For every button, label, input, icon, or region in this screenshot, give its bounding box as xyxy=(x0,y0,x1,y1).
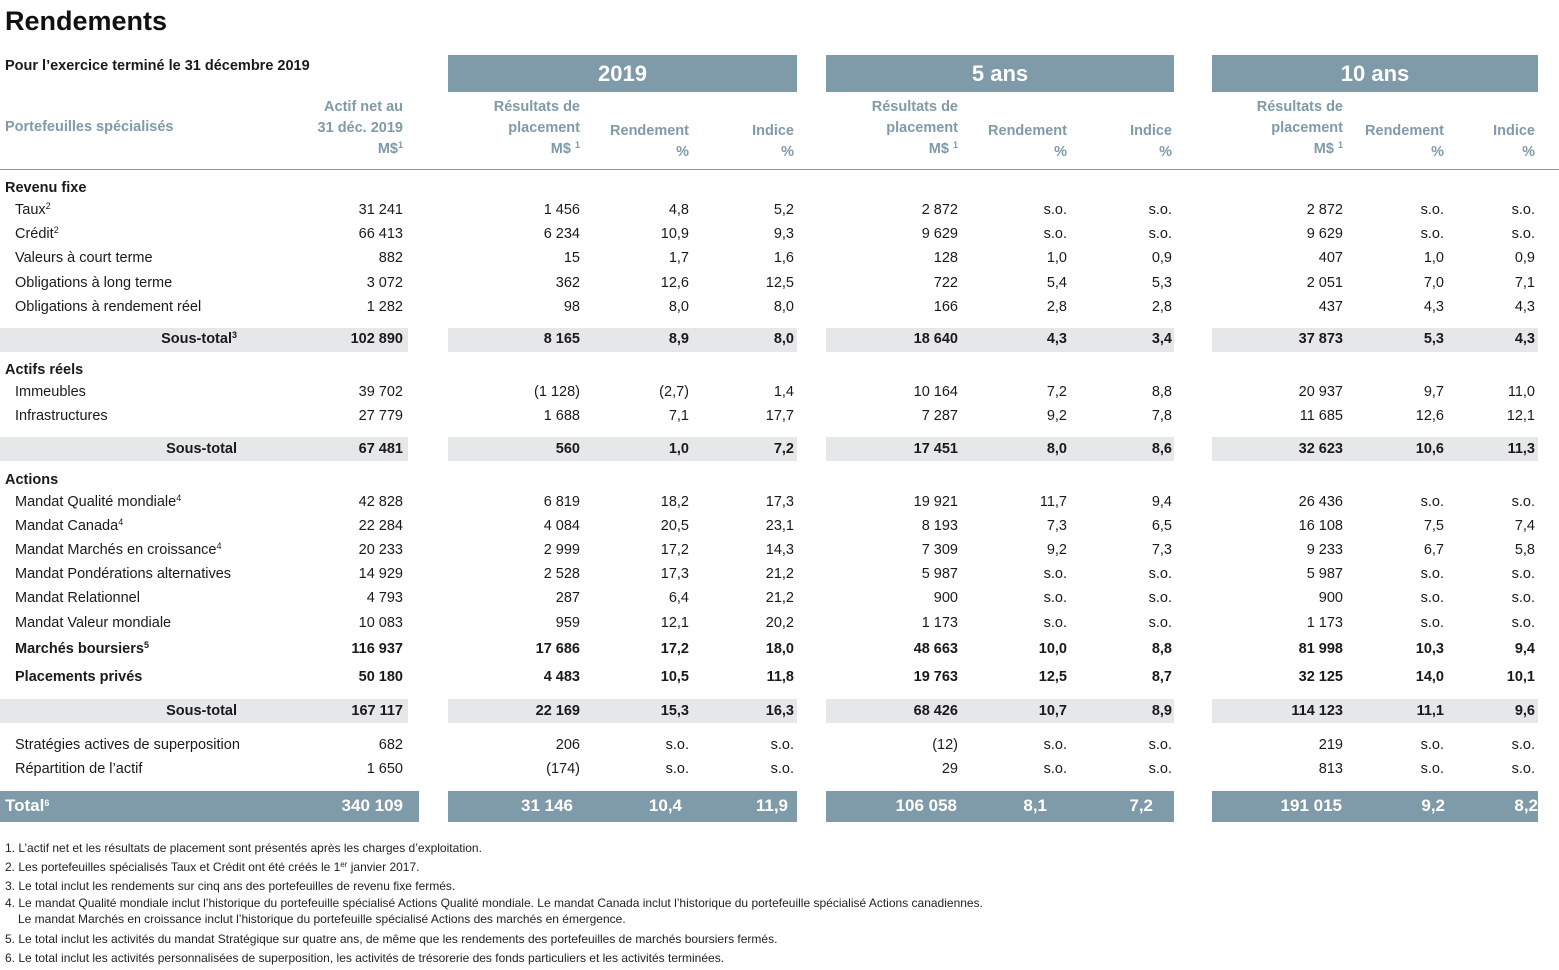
cell-value: 10 083 xyxy=(358,615,403,631)
cell-value: 4,3 xyxy=(1046,331,1067,347)
cell-value: 2 872 xyxy=(921,202,958,218)
row-label: Infrastructures xyxy=(15,408,108,424)
cell-value: 7 309 xyxy=(921,542,958,558)
cell-value: 407 xyxy=(1318,250,1343,266)
cell-value: 6,4 xyxy=(668,590,689,606)
cell-value: 7,4 xyxy=(1514,518,1535,534)
cell-value: 682 xyxy=(378,737,403,753)
cell-value: (2,7) xyxy=(659,384,689,400)
header-return-10y: Rendement % xyxy=(1365,123,1444,160)
table-row xyxy=(0,737,1559,759)
cell-value: 1 282 xyxy=(366,299,403,315)
row-label xyxy=(15,202,51,218)
cell-value: s.o. xyxy=(1148,566,1172,582)
cell-value: 8,0 xyxy=(773,299,794,315)
cell-value: 5,8 xyxy=(1514,542,1535,558)
cell-value: 11 685 xyxy=(1299,408,1343,424)
cell-value: 8,0 xyxy=(773,331,794,347)
cell-value: s.o. xyxy=(1420,202,1444,218)
cell-value: s.o. xyxy=(665,761,689,777)
cell-value: 17 686 xyxy=(535,641,580,657)
row-label-text: Mandat Qualité mondiale xyxy=(15,494,177,510)
row-label xyxy=(15,641,149,657)
cell-value: 206 xyxy=(555,737,580,753)
row-label: Répartition de l’actif xyxy=(15,761,143,777)
cell-value: 5 987 xyxy=(1306,566,1343,582)
cell-value: 14,3 xyxy=(765,542,794,558)
cell-value: 8,8 xyxy=(1151,641,1172,657)
cell-value: 8,8 xyxy=(1151,384,1172,400)
cell-value: 9,2 xyxy=(1421,796,1445,815)
cell-value: 18,2 xyxy=(660,494,689,510)
cell-value: 31 241 xyxy=(358,202,403,218)
footnote: 6. Le total inclut les activités personnalisées de superposition, les activités de trésorerie des fonds particuliers et les activités terminées. xyxy=(5,951,725,965)
header-return-2019: Rendement % xyxy=(610,123,689,160)
footnote: 2. Les portefeuilles spécialisés Taux et Crédit ont été créés le 1er janvier 2017. xyxy=(5,860,420,874)
footnote-ref: 4 xyxy=(176,493,182,503)
cell-value: s.o. xyxy=(1043,566,1067,582)
cell-value: s.o. xyxy=(1043,202,1067,218)
table-row xyxy=(0,202,1559,224)
cell-value: 0,9 xyxy=(1514,250,1535,266)
cell-value: 16 108 xyxy=(1298,518,1343,534)
cell-value: s.o. xyxy=(770,761,794,777)
cell-value: 11,9 xyxy=(755,796,788,815)
cell-value: 1 173 xyxy=(921,615,958,631)
cell-value: 20,2 xyxy=(765,615,794,631)
row-label: Placements privés xyxy=(15,669,143,685)
cell-value: 8,2 xyxy=(1514,796,1538,815)
row-label xyxy=(15,542,222,558)
cell-value: 10,0 xyxy=(1038,641,1067,657)
footnote-ref: 2 xyxy=(45,201,51,211)
table-row xyxy=(0,299,1559,321)
total-row xyxy=(0,796,1559,826)
cell-value: 10,5 xyxy=(660,669,689,685)
cell-value: 22 284 xyxy=(358,518,403,534)
header-index-2019: Indice % xyxy=(752,123,794,160)
cell-value: 8 193 xyxy=(921,518,958,534)
row-label-text: Taux xyxy=(15,202,46,218)
table-row xyxy=(0,275,1559,297)
table-row xyxy=(0,641,1559,663)
cell-value: 4 793 xyxy=(366,590,403,606)
period-band-5-years: 5 ans xyxy=(826,55,1174,92)
cell-value: 2 051 xyxy=(1306,275,1343,291)
table-row xyxy=(0,566,1559,588)
cell-value: 29 xyxy=(941,761,958,777)
cell-value: 9 233 xyxy=(1306,542,1343,558)
table-row xyxy=(0,590,1559,612)
table-row xyxy=(0,615,1559,637)
table-row xyxy=(0,669,1559,691)
cell-value: s.o. xyxy=(1511,226,1535,242)
cell-value: 17,2 xyxy=(660,641,689,657)
cell-value: s.o. xyxy=(1420,590,1444,606)
cell-value: 5,4 xyxy=(1046,275,1067,291)
cell-value: 2 872 xyxy=(1306,202,1343,218)
cell-value: 12,5 xyxy=(1038,669,1067,685)
section-real-assets: Actifs réels xyxy=(5,362,84,378)
cell-value: 18 640 xyxy=(913,331,958,347)
footnote-ref: 3 xyxy=(231,330,237,340)
cell-value: s.o. xyxy=(1511,494,1535,510)
cell-value: 37 873 xyxy=(1298,331,1343,347)
footnote: 1. L’actif net et les résultats de placement sont présentés après les charges d’exploitation. xyxy=(5,841,482,855)
cell-value: 10,4 xyxy=(648,796,682,815)
table-row xyxy=(0,542,1559,564)
cell-value: s.o. xyxy=(1148,737,1172,753)
footnote: 4. Le mandat Qualité mondiale inclut l’historique du portefeuille spécialisé Actions Qualité mondiale. Le mandat Canada inclut l’historique du portefeuille spécialisé Actions canadiennes. xyxy=(5,896,983,910)
cell-value: 7,2 xyxy=(773,441,794,457)
row-label: Valeurs à court terme xyxy=(15,250,153,266)
cell-value: 1,0 xyxy=(1423,250,1444,266)
cell-value: 1 456 xyxy=(543,202,580,218)
header-rule xyxy=(0,169,1559,170)
cell-value: 12,5 xyxy=(765,275,794,291)
header-results-10y: Résultats de placement M$ $^1$ xyxy=(1256,99,1343,157)
period-band-2019: 2019 xyxy=(448,55,797,92)
row-label: Obligations à long terme xyxy=(15,275,173,291)
cell-value: 2 999 xyxy=(543,542,580,558)
cell-value: 7,5 xyxy=(1423,518,1444,534)
row-label: Immeubles xyxy=(15,384,86,400)
cell-value: 22 169 xyxy=(535,703,580,719)
cell-value: 219 xyxy=(1318,737,1343,753)
cell-value: 3 072 xyxy=(366,275,403,291)
cell-value: 9,2 xyxy=(1046,408,1067,424)
cell-value: 12,1 xyxy=(1506,408,1535,424)
cell-value: 191 015 xyxy=(1280,796,1342,815)
cell-value: 11,3 xyxy=(1507,441,1535,457)
cell-value: 10,6 xyxy=(1415,441,1444,457)
row-label xyxy=(15,518,123,534)
table-row xyxy=(0,761,1559,783)
row-label-text: Mandat Marchés en croissance xyxy=(15,542,217,558)
cell-value: 39 702 xyxy=(358,384,403,400)
footnote-ref: 5 xyxy=(143,640,149,650)
cell-value: s.o. xyxy=(1148,202,1172,218)
cell-value: 14,0 xyxy=(1415,669,1444,685)
cell-value: 4,3 xyxy=(1423,299,1444,315)
cell-value: 102 890 xyxy=(350,331,403,347)
cell-value: 18,0 xyxy=(765,641,794,657)
cell-value: 17,3 xyxy=(765,494,794,510)
cell-value: 1,7 xyxy=(668,250,689,266)
row-label-text: Crédit xyxy=(15,226,54,242)
cell-value: s.o. xyxy=(1420,737,1444,753)
cell-value: 8 165 xyxy=(543,331,580,347)
cell-value: 26 436 xyxy=(1298,494,1343,510)
cell-value: 5,2 xyxy=(773,202,794,218)
cell-value: 1 173 xyxy=(1306,615,1343,631)
cell-value: 16,3 xyxy=(765,703,794,719)
cell-value: 5,3 xyxy=(1151,275,1172,291)
row-label: Stratégies actives de superposition xyxy=(15,737,240,753)
cell-value: 1,0 xyxy=(668,441,689,457)
cell-value: 8,9 xyxy=(1151,703,1172,719)
row-label: Mandat Relationnel xyxy=(15,590,140,606)
cell-value: s.o. xyxy=(1420,494,1444,510)
footnote: 5. Le total inclut les activités du mandat Stratégique sur quatre ans, de même que les rendements des portefeuilles de marchés boursiers fermés. xyxy=(5,932,778,946)
cell-value: 900 xyxy=(1318,590,1343,606)
cell-value: s.o. xyxy=(1420,566,1444,582)
footnote-ref: 6 xyxy=(44,798,50,808)
header-index-5y: Indice % xyxy=(1130,123,1172,160)
row-label xyxy=(15,226,59,242)
cell-value: s.o. xyxy=(1148,590,1172,606)
row-label: Sous-total xyxy=(166,441,237,457)
cell-value: s.o. xyxy=(1511,615,1535,631)
subtitle: Pour l’exercice terminé le 31 décembre 2019 xyxy=(5,58,310,74)
cell-value: 31 146 xyxy=(521,796,573,815)
cell-value: 2,8 xyxy=(1151,299,1172,315)
cell-value: 9 629 xyxy=(1306,226,1343,242)
cell-value: s.o. xyxy=(1043,615,1067,631)
cell-value: 11,7 xyxy=(1039,494,1067,510)
cell-value: 19 763 xyxy=(913,669,958,685)
cell-value: 722 xyxy=(933,275,958,291)
table-row xyxy=(0,408,1559,430)
cell-value: 6,7 xyxy=(1423,542,1444,558)
cell-value: 9,6 xyxy=(1514,703,1535,719)
cell-value: (1 128) xyxy=(534,384,580,400)
cell-value: 1 650 xyxy=(366,761,403,777)
cell-value: 340 109 xyxy=(341,796,403,815)
cell-value: s.o. xyxy=(665,737,689,753)
cell-value: 114 123 xyxy=(1291,703,1343,719)
table-row xyxy=(0,226,1559,248)
cell-value: 8,0 xyxy=(668,299,689,315)
section-equities: Actions xyxy=(5,472,59,488)
footnote-ref: 2 xyxy=(53,225,59,235)
cell-value: 17,3 xyxy=(660,566,689,582)
cell-value: 42 828 xyxy=(358,494,403,510)
table-row xyxy=(0,518,1559,540)
cell-value: 48 663 xyxy=(913,641,958,657)
cell-value: s.o. xyxy=(1511,761,1535,777)
header-portfolio: Portefeuilles spécialisés xyxy=(5,119,174,135)
cell-value: 7 287 xyxy=(921,408,958,424)
subtotal-row xyxy=(0,441,1559,463)
cell-value: s.o. xyxy=(1043,590,1067,606)
footnote: 3. Le total inclut les rendements sur cinq ans des portefeuilles de revenu fixe fermés. xyxy=(5,879,456,893)
cell-value: 50 180 xyxy=(358,669,403,685)
cell-value: 7,1 xyxy=(1514,275,1535,291)
cell-value: 166 xyxy=(933,299,958,315)
row-label xyxy=(5,796,49,816)
cell-value: 10,1 xyxy=(1506,669,1535,685)
cell-value: 3,4 xyxy=(1151,331,1172,347)
row-label-text: Marchés boursiers xyxy=(15,641,144,657)
cell-value: s.o. xyxy=(1043,226,1067,242)
cell-value: s.o. xyxy=(1511,590,1535,606)
cell-value: 10 164 xyxy=(913,384,958,400)
cell-value: 106 058 xyxy=(895,796,957,815)
cell-value: 32 125 xyxy=(1298,669,1343,685)
row-label: Mandat Pondérations alternatives xyxy=(15,566,232,582)
cell-value: 17 451 xyxy=(913,441,958,457)
cell-value: 8,6 xyxy=(1151,441,1172,457)
cell-value: 7,2 xyxy=(1129,796,1153,815)
cell-value: s.o. xyxy=(1148,761,1172,777)
table-row xyxy=(0,384,1559,406)
cell-value: 7,3 xyxy=(1046,518,1067,534)
cell-value: 900 xyxy=(933,590,958,606)
cell-value: 4,3 xyxy=(1514,331,1535,347)
cell-value: 9,7 xyxy=(1423,384,1444,400)
cell-value: 17,2 xyxy=(660,542,689,558)
cell-value: s.o. xyxy=(1043,761,1067,777)
cell-value: (174) xyxy=(546,761,580,777)
cell-value: s.o. xyxy=(1148,615,1172,631)
cell-value: 8,0 xyxy=(1046,441,1067,457)
cell-value: 1,0 xyxy=(1046,250,1067,266)
page-title: Rendements xyxy=(5,6,168,36)
cell-value: 959 xyxy=(555,615,580,631)
cell-value: 32 623 xyxy=(1298,441,1343,457)
cell-value: 15,3 xyxy=(660,703,689,719)
header-return-5y: Rendement % xyxy=(988,123,1067,160)
cell-value: 4 084 xyxy=(543,518,580,534)
section-fixed-income: Revenu fixe xyxy=(5,180,87,196)
row-label: Sous-total xyxy=(166,703,237,719)
cell-value: s.o. xyxy=(1420,615,1444,631)
cell-value: 5 987 xyxy=(921,566,958,582)
header-results-5y: Résultats de placement M$ $^1$ xyxy=(871,99,958,157)
row-label: Mandat Valeur mondiale xyxy=(15,615,172,631)
cell-value: 15 xyxy=(563,250,580,266)
cell-value: 9,2 xyxy=(1046,542,1067,558)
cell-value: 20,5 xyxy=(660,518,689,534)
cell-value: 19 921 xyxy=(913,494,958,510)
cell-value: s.o. xyxy=(1420,226,1444,242)
cell-value: s.o. xyxy=(1420,761,1444,777)
cell-value: 8,7 xyxy=(1151,669,1172,685)
cell-value: 12,6 xyxy=(660,275,689,291)
cell-value: 67 481 xyxy=(358,441,403,457)
cell-value: 17,7 xyxy=(765,408,794,424)
row-label xyxy=(0,331,237,347)
cell-value: 98 xyxy=(563,299,580,315)
header-net-assets: Actif net au 31 déc. 2019 M\$$^1$ xyxy=(317,99,403,157)
row-label xyxy=(15,494,181,510)
cell-value: 362 xyxy=(555,275,580,291)
cell-value: 2,8 xyxy=(1046,299,1067,315)
cell-value: 7,3 xyxy=(1151,542,1172,558)
cell-value: 66 413 xyxy=(358,226,403,242)
cell-value: 9,4 xyxy=(1151,494,1172,510)
footnote-ref: 4 xyxy=(118,517,124,527)
cell-value: 437 xyxy=(1318,299,1343,315)
cell-value: 167 117 xyxy=(351,703,403,719)
cell-value: 68 426 xyxy=(913,703,958,719)
row-label-text: Total xyxy=(5,796,45,815)
footnote-ref: 4 xyxy=(216,541,222,551)
cell-value: 1,6 xyxy=(773,250,794,266)
cell-value: 4,3 xyxy=(1514,299,1535,315)
cell-value: 7,0 xyxy=(1423,275,1444,291)
cell-value: 287 xyxy=(555,590,580,606)
cell-value: 27 779 xyxy=(358,408,403,424)
cell-value: 21,2 xyxy=(765,590,794,606)
period-band-10-years: 10 ans xyxy=(1212,55,1538,92)
cell-value: 12,6 xyxy=(1415,408,1444,424)
cell-value: 7,1 xyxy=(668,408,689,424)
cell-value: 9,4 xyxy=(1514,641,1535,657)
cell-value: 882 xyxy=(378,250,403,266)
cell-value: 1,4 xyxy=(773,384,794,400)
cell-value: s.o. xyxy=(1043,737,1067,753)
cell-value: 9 629 xyxy=(921,226,958,242)
header-results-2019: Résultats de placement M$ $^1$ xyxy=(493,99,580,157)
cell-value: 5,3 xyxy=(1423,331,1444,347)
row-label-text: Mandat Canada xyxy=(15,518,119,534)
cell-value: 6 234 xyxy=(543,226,580,242)
row-label-text: Sous-total xyxy=(161,331,232,347)
footnote: Le mandat Marchés en croissance inclut l’historique du portefeuille spécialisé Actions des marchés en émergence. xyxy=(18,912,626,926)
cell-value: 11,0 xyxy=(1507,384,1535,400)
subtotal-row xyxy=(0,703,1559,725)
cell-value: 23,1 xyxy=(765,518,794,534)
cell-value: 81 998 xyxy=(1298,641,1343,657)
header-index-10y: Indice % xyxy=(1493,123,1535,160)
cell-value: 20 937 xyxy=(1298,384,1343,400)
cell-value: (12) xyxy=(932,737,958,753)
cell-value: 14 929 xyxy=(358,566,403,582)
cell-value: 1 688 xyxy=(543,408,580,424)
cell-value: s.o. xyxy=(1511,737,1535,753)
cell-value: 20 233 xyxy=(358,542,403,558)
cell-value: s.o. xyxy=(770,737,794,753)
cell-value: 6 819 xyxy=(543,494,580,510)
cell-value: 10,7 xyxy=(1038,703,1067,719)
cell-value: 0,9 xyxy=(1151,250,1172,266)
cell-value: 128 xyxy=(933,250,958,266)
cell-value: 8,1 xyxy=(1023,796,1047,815)
cell-value: 11,1 xyxy=(1416,703,1444,719)
cell-value: 10,3 xyxy=(1415,641,1444,657)
cell-value: 12,1 xyxy=(660,615,689,631)
cell-value: 560 xyxy=(555,441,580,457)
cell-value: s.o. xyxy=(1511,202,1535,218)
cell-value: 7,2 xyxy=(1046,384,1067,400)
table-row xyxy=(0,494,1559,516)
cell-value: 11,8 xyxy=(766,669,794,685)
subtotal-row xyxy=(0,331,1559,353)
cell-value: 10,9 xyxy=(660,226,689,242)
cell-value: 116 937 xyxy=(351,641,403,657)
cell-value: 4 483 xyxy=(543,669,580,685)
cell-value: s.o. xyxy=(1511,566,1535,582)
cell-value: 2 528 xyxy=(543,566,580,582)
row-label: Obligations à rendement réel xyxy=(15,299,202,315)
cell-value: 9,3 xyxy=(773,226,794,242)
cell-value: s.o. xyxy=(1148,226,1172,242)
cell-value: 8,9 xyxy=(668,331,689,347)
cell-value: 21,2 xyxy=(765,566,794,582)
cell-value: 7,8 xyxy=(1151,408,1172,424)
cell-value: 813 xyxy=(1318,761,1343,777)
cell-value: 4,8 xyxy=(668,202,689,218)
cell-value: 6,5 xyxy=(1151,518,1172,534)
table-row xyxy=(0,250,1559,272)
